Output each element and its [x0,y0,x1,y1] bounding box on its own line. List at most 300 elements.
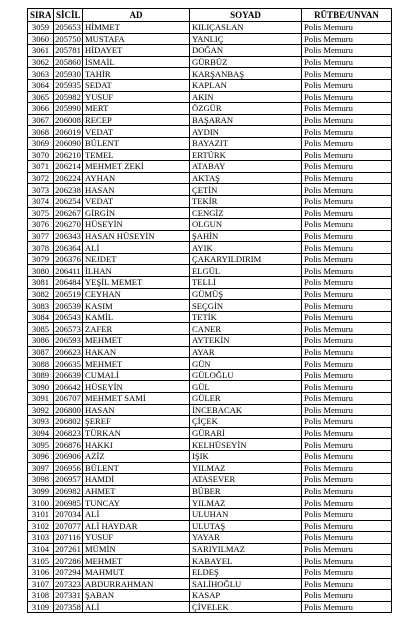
cell-sicil: 206484 [55,277,81,288]
table-row [28,508,392,520]
cell-sicil: 206411 [55,265,81,276]
cell-rutbe-unvan: Polis Memuru [302,207,392,219]
personnel-table [27,8,392,613]
cell-ad: TÜRKAN [83,427,190,439]
cell-ad: BÜLENT [83,462,190,474]
cell-ad: YUSUF [83,532,190,544]
cell-ad: ALİ HAYDAR [83,520,190,532]
cell-soyad: AYIK [190,242,302,254]
table-row [28,335,392,347]
header-ad: AD [83,9,190,22]
table-row [28,103,392,115]
cell-sicil: 206270 [55,219,81,230]
cell-sicil: 206876 [55,439,81,450]
table-row [28,381,392,393]
cell-rutbe-unvan: Polis Memuru [302,520,392,532]
table-row [28,161,392,173]
cell-sira: 3077 [28,230,54,242]
cell-soyad: YILMAZ [190,462,302,474]
cell-sira: 3068 [28,126,54,138]
cell-sira: 3088 [28,358,54,370]
table-row [28,207,392,219]
cell-rutbe-unvan: Polis Memuru [302,590,392,602]
cell-soyad: ÖZGÜR [190,103,302,115]
table-row [28,369,392,381]
cell-sicil: 205653 [55,22,81,33]
cell-sira: 3096 [28,450,54,462]
table-row [28,33,392,45]
cell-rutbe-unvan: Polis Memuru [302,300,392,312]
cell-soyad: TETİK [190,311,302,323]
table-row [28,346,392,358]
cell-rutbe-unvan: Polis Memuru [302,508,392,520]
cell-sicil: 206906 [55,451,81,462]
cell-ad: MERT [83,103,190,115]
cell-sira: 3082 [28,288,54,300]
cell-rutbe-unvan: Polis Memuru [302,56,392,68]
cell-sira: 3092 [28,404,54,416]
cell-ad: HİDAYET [83,45,190,57]
cell-sicil: 206639 [55,370,81,381]
cell-soyad: SALİHOĞLU [190,578,302,590]
cell-sira: 3065 [28,91,54,103]
cell-ad: İLHAN [83,265,190,277]
cell-soyad: KABAYEL [190,555,302,567]
cell-ad: MEHMET [83,335,190,347]
table-row [28,393,392,405]
cell-sira: 3105 [28,555,54,567]
cell-soyad: AYAR [190,346,302,358]
table-row [28,358,392,370]
cell-soyad: ÇETİN [190,184,302,196]
cell-sicil: 206238 [55,184,81,195]
cell-sicil: 206519 [55,288,81,299]
cell-sicil: 206593 [55,335,81,346]
table-row [28,578,392,590]
cell-ad: HASAN [83,404,190,416]
cell-ad: ALİ [83,508,190,520]
cell-rutbe-unvan: Polis Memuru [302,114,392,126]
cell-sira: 3073 [28,184,54,196]
cell-soyad: IŞIK [190,450,302,462]
cell-sicil: 206543 [55,312,81,323]
table-row [28,485,392,497]
cell-soyad: YILMAZ [190,497,302,509]
cell-soyad: KAPLAN [190,79,302,91]
cell-sira: 3069 [28,137,54,149]
cell-soyad: ATASEVER [190,474,302,486]
cell-sira: 3097 [28,462,54,474]
cell-sira: 3079 [28,253,54,265]
cell-soyad: TEKİR [190,195,302,207]
cell-soyad: OLGUN [190,219,302,231]
cell-soyad: ULUHAN [190,508,302,520]
table-row [28,520,392,532]
cell-ad: YUSUF [83,91,190,103]
cell-soyad: DOĞAN [190,45,302,57]
cell-sicil: 207077 [55,520,81,531]
cell-rutbe-unvan: Polis Memuru [302,311,392,323]
personnel-list [27,8,392,613]
cell-ad: YEŞİL MEMET [83,277,190,289]
cell-sicil: 207116 [55,532,81,543]
table-row [28,79,392,91]
cell-soyad: KARŞANBAŞ [190,68,302,80]
table-row [28,427,392,439]
cell-sira: 3086 [28,335,54,347]
cell-rutbe-unvan: Polis Memuru [302,45,392,57]
cell-ad: HAKKI [83,439,190,451]
cell-rutbe-unvan: Polis Memuru [302,474,392,486]
table-row [28,300,392,312]
cell-rutbe-unvan: Polis Memuru [302,439,392,451]
cell-sicil: 205930 [55,68,81,79]
cell-sira: 3078 [28,242,54,254]
cell-rutbe-unvan: Polis Memuru [302,532,392,544]
cell-sicil: 206019 [55,126,81,137]
cell-rutbe-unvan: Polis Memuru [302,265,392,277]
cell-ad: VEDAT [83,126,190,138]
cell-rutbe-unvan: Polis Memuru [302,601,392,613]
cell-sira: 3062 [28,56,54,68]
cell-sicil: 205781 [55,45,81,56]
table-row [28,91,392,103]
table-row [28,462,392,474]
cell-soyad: KASAP [190,590,302,602]
cell-rutbe-unvan: Polis Memuru [302,427,392,439]
cell-sicil: 206642 [55,381,81,392]
cell-ad: ŞEREF [83,416,190,428]
table-row [28,137,392,149]
cell-ad: HASAN [83,184,190,196]
cell-rutbe-unvan: Polis Memuru [302,393,392,405]
cell-soyad: ELGÜL [190,265,302,277]
table-row [28,288,392,300]
cell-sira: 3107 [28,578,54,590]
cell-soyad: GÜLOĞLU [190,369,302,381]
cell-ad: TUNCAY [83,497,190,509]
cell-sira: 3085 [28,323,54,335]
cell-rutbe-unvan: Polis Memuru [302,335,392,347]
table-row [28,22,392,34]
cell-soyad: CANER [190,323,302,335]
cell-sira: 3083 [28,300,54,312]
cell-sira: 3074 [28,195,54,207]
cell-sira: 3080 [28,265,54,277]
cell-sicil: 206823 [55,428,81,439]
cell-ad: HASAN HÜSEYİN [83,230,190,242]
cell-ad: SEDAT [83,79,190,91]
cell-rutbe-unvan: Polis Memuru [302,149,392,161]
cell-rutbe-unvan: Polis Memuru [302,358,392,370]
cell-ad: MEHMET [83,358,190,370]
cell-sicil: 206214 [55,161,81,172]
cell-rutbe-unvan: Polis Memuru [302,242,392,254]
table-row [28,265,392,277]
cell-ad: MÜMİN [83,543,190,555]
table-row [28,184,392,196]
cell-sira: 3104 [28,543,54,555]
cell-sicil: 206982 [55,486,81,497]
cell-sira: 3066 [28,103,54,115]
cell-soyad: GÜMÜŞ [190,288,302,300]
header-sira: SIRA [28,9,54,22]
cell-rutbe-unvan: Polis Memuru [302,288,392,300]
cell-rutbe-unvan: Polis Memuru [302,79,392,91]
cell-ad: GİRGİN [83,207,190,219]
cell-rutbe-unvan: Polis Memuru [302,404,392,416]
cell-ad: BÜLENT [83,137,190,149]
table-row [28,195,392,207]
cell-ad: MAHMUT [83,566,190,578]
table-row [28,543,392,555]
cell-ad: ABDURRAHMAN [83,578,190,590]
cell-rutbe-unvan: Polis Memuru [302,126,392,138]
cell-rutbe-unvan: Polis Memuru [302,33,392,45]
table-row [28,439,392,451]
cell-ad: MUSTAFA [83,33,190,45]
cell-soyad: SARIYILMAZ [190,543,302,555]
cell-sicil: 206623 [55,346,81,357]
cell-sira: 3109 [28,601,54,613]
cell-rutbe-unvan: Polis Memuru [302,346,392,358]
cell-rutbe-unvan: Polis Memuru [302,230,392,242]
table-row [28,404,392,416]
cell-soyad: BÜBER [190,485,302,497]
table-row [28,590,392,602]
cell-soyad: KILIÇASLAN [190,22,302,34]
cell-soyad: BAŞARAN [190,114,302,126]
cell-rutbe-unvan: Polis Memuru [302,323,392,335]
cell-sicil: 207331 [55,590,81,601]
cell-sicil: 206802 [55,416,81,427]
cell-sicil: 206376 [55,254,81,265]
table-row [28,230,392,242]
cell-soyad: ATABAY [190,161,302,173]
cell-ad: NEJDET [83,253,190,265]
cell-sira: 3076 [28,219,54,231]
table-row [28,497,392,509]
cell-rutbe-unvan: Polis Memuru [302,381,392,393]
cell-sicil: 206800 [55,404,81,415]
cell-ad: AHMET [83,485,190,497]
table-row [28,68,392,80]
cell-sicil: 206573 [55,323,81,334]
cell-rutbe-unvan: Polis Memuru [302,566,392,578]
cell-ad: KASIM [83,300,190,312]
cell-sira: 3084 [28,311,54,323]
cell-sira: 3098 [28,474,54,486]
table-row [28,56,392,68]
cell-rutbe-unvan: Polis Memuru [302,172,392,184]
cell-ad: HAKAN [83,346,190,358]
cell-sicil: 206364 [55,242,81,253]
table-row [28,114,392,126]
table-row [28,149,392,161]
cell-sira: 3075 [28,207,54,219]
cell-ad: HAMDİ [83,474,190,486]
cell-rutbe-unvan: Polis Memuru [302,369,392,381]
cell-ad: RECEP [83,114,190,126]
cell-sicil: 206343 [55,230,81,241]
table-header-row [28,9,392,22]
cell-sicil: 206635 [55,358,81,369]
cell-ad: HÜSEYİN [83,219,190,231]
cell-ad: ZAFER [83,323,190,335]
cell-soyad: ERTÜRK [190,149,302,161]
cell-sira: 3102 [28,520,54,532]
cell-sira: 3070 [28,149,54,161]
header-sicil: SİCİL [54,9,83,22]
table-row [28,172,392,184]
cell-soyad: ÇİVELEK [190,601,302,613]
cell-sicil: 206985 [55,497,81,508]
cell-sira: 3103 [28,532,54,544]
cell-rutbe-unvan: Polis Memuru [302,253,392,265]
cell-sicil: 205982 [55,91,81,102]
cell-sicil: 205990 [55,103,81,114]
cell-sira: 3099 [28,485,54,497]
cell-sicil: 206956 [55,462,81,473]
header-rutbe-unvan: RÜTBE/UNVAN [302,9,392,22]
cell-sira: 3100 [28,497,54,509]
cell-soyad: GÜN [190,358,302,370]
table-row [28,566,392,578]
cell-sira: 3072 [28,172,54,184]
cell-sicil: 206210 [55,149,81,160]
cell-soyad: ELDEŞ [190,566,302,578]
cell-rutbe-unvan: Polis Memuru [302,416,392,428]
table-row [28,253,392,265]
cell-soyad: KELHÜSEYİN [190,439,302,451]
cell-ad: MEHMET ZEKİ [83,161,190,173]
table-row [28,474,392,486]
cell-sicil: 207294 [55,567,81,578]
cell-soyad: CENGİZ [190,207,302,219]
table-row [28,532,392,544]
cell-soyad: YAYAR [190,532,302,544]
cell-ad: CEYHAN [83,288,190,300]
cell-rutbe-unvan: Polis Memuru [302,103,392,115]
cell-soyad: GÜLER [190,393,302,405]
cell-ad: ALİ [83,601,190,613]
cell-sira: 3095 [28,439,54,451]
cell-ad: MEHMET [83,555,190,567]
cell-sira: 3067 [28,114,54,126]
cell-soyad: GÜRARİ [190,427,302,439]
cell-sicil: 206008 [55,115,81,126]
cell-ad: HİMMET [83,22,190,34]
table-row [28,416,392,428]
cell-soyad: ŞAHİN [190,230,302,242]
table-row [28,277,392,289]
table-body [28,22,392,613]
table-row [28,45,392,57]
cell-sicil: 206957 [55,474,81,485]
cell-sira: 3106 [28,566,54,578]
cell-sira: 3087 [28,346,54,358]
cell-ad: AYHAN [83,172,190,184]
table-row [28,311,392,323]
cell-sira: 3091 [28,393,54,405]
cell-ad: İSMAİL [83,56,190,68]
cell-sicil: 207261 [55,544,81,555]
cell-soyad: AKTAŞ [190,172,302,184]
table-row [28,601,392,613]
cell-sira: 3060 [28,33,54,45]
cell-sira: 3063 [28,68,54,80]
cell-sicil: 205860 [55,57,81,68]
cell-soyad: GÜRBÜZ [190,56,302,68]
cell-ad: KAMİL [83,311,190,323]
cell-sicil: 206090 [55,138,81,149]
cell-rutbe-unvan: Polis Memuru [302,497,392,509]
cell-rutbe-unvan: Polis Memuru [302,161,392,173]
cell-sicil: 205750 [55,33,81,44]
cell-sira: 3061 [28,45,54,57]
cell-soyad: BAYAZIT [190,137,302,149]
cell-rutbe-unvan: Polis Memuru [302,485,392,497]
cell-sira: 3093 [28,416,54,428]
cell-sira: 3108 [28,590,54,602]
cell-rutbe-unvan: Polis Memuru [302,277,392,289]
cell-soyad: ULUTAŞ [190,520,302,532]
cell-soyad: AKIN [190,91,302,103]
cell-sicil: 205935 [55,80,81,91]
cell-rutbe-unvan: Polis Memuru [302,22,392,34]
cell-sira: 3094 [28,427,54,439]
cell-rutbe-unvan: Polis Memuru [302,195,392,207]
cell-sira: 3089 [28,369,54,381]
table-row [28,126,392,138]
cell-soyad: ÇAKARYILDIRIM [190,253,302,265]
cell-ad: ALİ [83,242,190,254]
cell-rutbe-unvan: Polis Memuru [302,462,392,474]
cell-sicil: 206707 [55,393,81,404]
cell-sicil: 206539 [55,300,81,311]
table-row [28,450,392,462]
cell-soyad: SEÇGİN [190,300,302,312]
cell-soyad: YANLIÇ [190,33,302,45]
cell-sira: 3064 [28,79,54,91]
cell-sicil: 206267 [55,207,81,218]
cell-ad: CUMALİ [83,369,190,381]
cell-soyad: AYDIN [190,126,302,138]
cell-sicil: 207286 [55,555,81,566]
table-row [28,219,392,231]
cell-ad: TAHİR [83,68,190,80]
cell-sira: 3101 [28,508,54,520]
cell-sira: 3071 [28,161,54,173]
cell-ad: TEMEL [83,149,190,161]
cell-rutbe-unvan: Polis Memuru [302,184,392,196]
cell-sicil: 207323 [55,578,81,589]
cell-ad: VEDAT [83,195,190,207]
cell-ad: HÜSEYİN [83,381,190,393]
cell-sira: 3081 [28,277,54,289]
cell-rutbe-unvan: Polis Memuru [302,91,392,103]
cell-rutbe-unvan: Polis Memuru [302,450,392,462]
cell-rutbe-unvan: Polis Memuru [302,555,392,567]
table-row [28,323,392,335]
cell-soyad: GÜL [190,381,302,393]
cell-rutbe-unvan: Polis Memuru [302,543,392,555]
cell-sicil: 206254 [55,196,81,207]
cell-soyad: AYTEKİN [190,335,302,347]
cell-rutbe-unvan: Polis Memuru [302,68,392,80]
cell-rutbe-unvan: Polis Memuru [302,578,392,590]
cell-rutbe-unvan: Polis Memuru [302,137,392,149]
